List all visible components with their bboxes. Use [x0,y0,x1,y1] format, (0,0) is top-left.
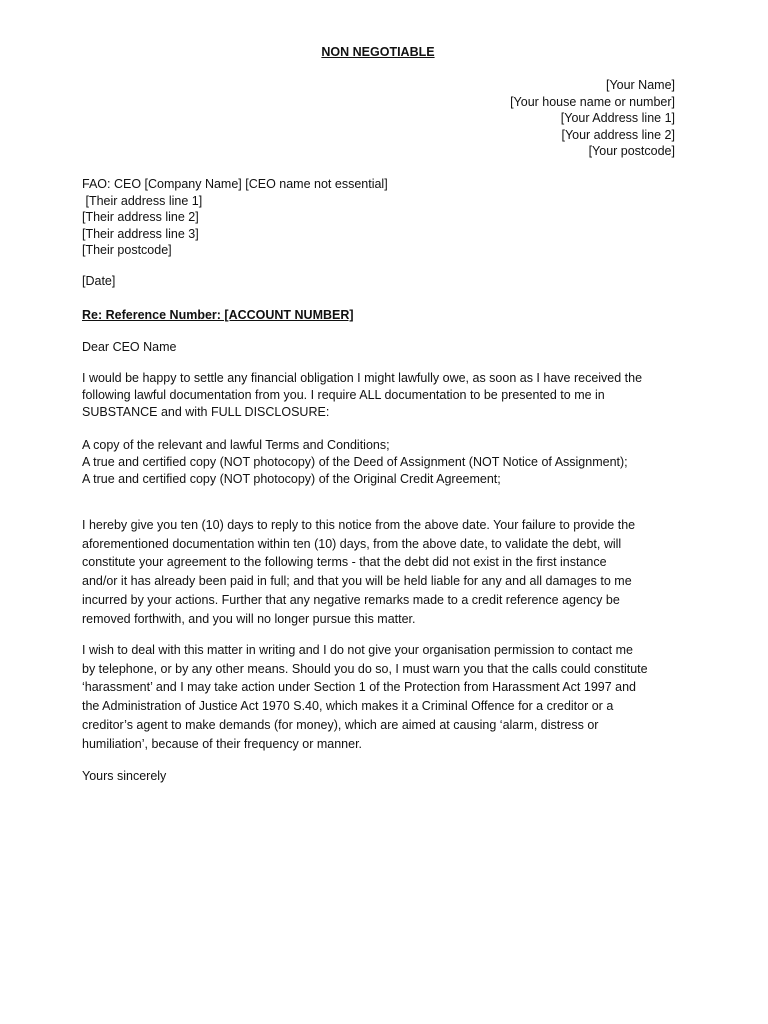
document-title: NON NEGOTIABLE [321,45,435,59]
sender-address-line-2: [Your address line 2] [561,127,675,142]
recipient-fao: FAO: CEO [Company Name] [CEO name not essential] [82,177,388,191]
paragraph-line: constitute your agreement to the following terms - that the debt did not exist in the first instance [82,555,607,570]
list-item: A copy of the relevant and lawful Terms and Conditions; [82,438,390,452]
paragraph-line: humiliation’, because of their frequency or manner. [82,736,363,751]
recipient-postcode: [Their postcode] [82,243,172,258]
sender-address-line-1: [Your Address line 1] [560,111,675,126]
paragraph-line: aforementioned documentation within ten (10) days, from the above date, to validate the debt, will [82,536,622,551]
reference-line: Re: Reference Number: [ACCOUNT NUMBER] [82,308,354,322]
list-item: A true and certified copy (NOT photocopy) of the Original Credit Agreement; [82,472,501,486]
paragraph-line: I wish to deal with this matter in writing and I do not give your organisation permission to contact me [82,643,633,657]
paragraph-deadline [82,516,682,628]
paragraph-line: by telephone, or by any other means. Should you do so, I must warn you that the calls could constitute [82,661,648,676]
paragraph-line: and/or it has already been paid in full; and that you will be held liable for any and all damages to me [82,574,632,589]
sender-house: [Your house name or number] [510,94,675,109]
recipient-address [82,176,388,259]
closing: Yours sincerely [82,769,167,783]
paragraph-line: creditor’s agent to make demands (for money), which are aimed at causing ‘alarm, distress or [82,717,599,732]
paragraph-request [82,370,682,421]
list-item: A true and certified copy (NOT photocopy) of the Deed of Assignment (NOT Notice of Assignment); [82,455,628,469]
documents-list [82,437,682,488]
paragraph-line: I would be happy to settle any financial obligation I might lawfully owe, as soon as I have received the [82,371,643,385]
paragraph-line: removed forthwith, and you will no longer pursue this matter. [82,611,416,626]
sender-address [510,77,675,160]
letter-date: [Date] [82,274,116,288]
recipient-address-line-3: [Their address line 3] [82,226,199,241]
paragraph-line: I hereby give you ten (10) days to reply to this notice from the above date. Your failure to provide the [82,518,636,532]
paragraph-line: following lawful documentation from you. I require ALL documentation to be presented to me in [82,388,605,402]
recipient-address-line-2: [Their address line 2] [82,210,199,225]
recipient-address-line-1: [Their address line 1] [82,193,203,208]
sender-postcode: [Your postcode] [588,144,675,159]
paragraph-contact [82,641,682,753]
paragraph-line: the Administration of Justice Act 1970 S.40, which makes it a Criminal Offence for a creditor or a [82,699,614,714]
paragraph-line: incurred by your actions. Further that any negative remarks made to a credit reference agency be [82,592,620,607]
paragraph-line: SUBSTANCE and with FULL DISCLOSURE: [82,405,330,419]
salutation: Dear CEO Name [82,340,177,354]
sender-name: [Your Name] [605,78,675,92]
paragraph-line: ‘harassment’ and I may take action under Section 1 of the Protection from Harassment Act 1997 and [82,680,637,695]
